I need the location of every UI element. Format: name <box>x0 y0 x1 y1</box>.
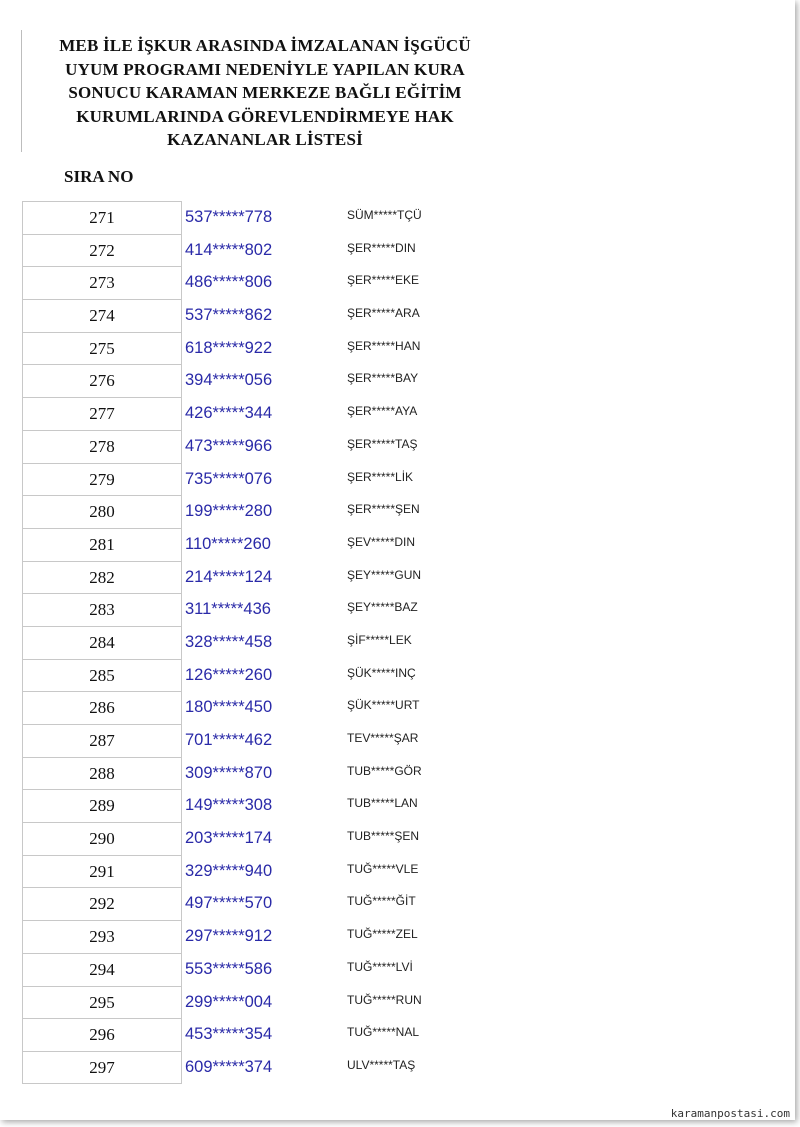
name-cell: TUĞ*****NAL <box>347 1025 420 1040</box>
name-cell: ŞER*****EKE <box>347 273 420 288</box>
table-row <box>22 364 442 397</box>
sira-no-cell: 281 <box>22 528 182 561</box>
sira-no-cell: 276 <box>22 364 182 397</box>
tc-number-cell: 126*****260 <box>185 665 273 684</box>
document-title <box>30 34 500 152</box>
table-row <box>22 1051 442 1084</box>
tc-number-cell: 497*****570 <box>185 894 273 913</box>
tc-number-cell: 473*****966 <box>185 436 273 455</box>
table-row <box>22 724 442 757</box>
tc-number-cell: 199*****280 <box>185 502 273 521</box>
winners-table <box>22 201 442 1084</box>
sira-no-cell: 278 <box>22 430 182 463</box>
table-row <box>22 757 442 790</box>
sira-no-cell: 285 <box>22 659 182 692</box>
name-cell: TUB*****ŞEN <box>347 829 420 844</box>
sira-no-cell: 290 <box>22 822 182 855</box>
table-row <box>22 528 442 561</box>
table-row <box>22 659 442 692</box>
table-row <box>22 234 442 267</box>
tc-number-cell: 309*****870 <box>185 763 273 782</box>
name-cell: TUB*****LAN <box>347 796 418 811</box>
title-line: KURUMLARINDA GÖREVLENDİRMEYE HAK <box>76 106 454 126</box>
table-row <box>22 332 442 365</box>
tc-number-cell: 203*****174 <box>185 829 273 848</box>
table-row <box>22 397 442 430</box>
name-cell: ŞER*****BAY <box>347 371 419 386</box>
name-cell: ŞER*****ŞEN <box>347 502 420 517</box>
sira-no-cell: 277 <box>22 397 182 430</box>
name-cell: ŞER*****HAN <box>347 338 421 353</box>
table-row <box>22 626 442 659</box>
table-row <box>22 953 442 986</box>
sira-no-cell: 287 <box>22 724 182 757</box>
table-row <box>22 920 442 953</box>
tc-number-cell: 486*****806 <box>185 273 273 292</box>
tc-number-cell: 214*****124 <box>185 567 273 586</box>
tc-number-cell: 299*****004 <box>185 992 273 1011</box>
name-cell: ŞER*****ARA <box>347 306 420 321</box>
name-cell: ULV*****TAŞ <box>347 1057 416 1072</box>
sira-no-cell: 294 <box>22 953 182 986</box>
table-row <box>22 495 442 528</box>
sira-no-cell: 284 <box>22 626 182 659</box>
table-row <box>22 986 442 1019</box>
sira-no-cell: 289 <box>22 789 182 822</box>
tc-number-cell: 735*****076 <box>185 469 273 488</box>
sira-no-cell: 297 <box>22 1051 182 1084</box>
table-row <box>22 855 442 888</box>
title-line: SONUCU KARAMAN MERKEZE BAĞLI EĞİTİM <box>68 83 462 102</box>
table-row <box>22 266 442 299</box>
sira-no-cell: 283 <box>22 593 182 626</box>
table-row <box>22 887 442 920</box>
name-cell: ŞEV*****DIN <box>347 534 416 549</box>
name-cell: TEV*****ŞAR <box>347 731 419 745</box>
name-cell: ŞER*****DIN <box>347 240 416 255</box>
name-cell: TUĞ*****ZEL <box>347 927 418 942</box>
tc-number-cell: 110*****260 <box>185 534 271 553</box>
sira-no-cell: 274 <box>22 299 182 332</box>
tc-number-cell: 414*****802 <box>185 240 273 259</box>
sira-no-cell: 295 <box>22 986 182 1019</box>
title-line: KAZANANLAR LİSTESİ <box>167 130 363 149</box>
name-cell: TUĞ*****LVİ <box>347 959 413 974</box>
name-cell: ŞER*****AYA <box>347 404 418 419</box>
title-line: UYUM PROGRAMI NEDENİYLE YAPILAN KURA <box>65 59 465 79</box>
left-margin-rule <box>21 30 22 152</box>
tc-number-cell: 553*****586 <box>185 959 273 978</box>
sira-no-cell: 292 <box>22 887 182 920</box>
sira-no-cell: 273 <box>22 266 182 299</box>
tc-number-cell: 329*****940 <box>185 861 273 880</box>
tc-number-cell: 537*****778 <box>185 208 273 226</box>
sira-no-cell: 271 <box>22 201 182 234</box>
table-row <box>22 201 442 234</box>
table-row <box>22 430 442 463</box>
tc-number-cell: 537*****862 <box>185 306 273 325</box>
name-cell: TUĞ*****RUN <box>347 992 422 1007</box>
name-cell: ŞER*****TAŞ <box>347 436 418 451</box>
name-cell: TUĞ*****ĞİT <box>347 894 416 909</box>
sira-no-cell: 286 <box>22 691 182 724</box>
name-cell: ŞÜK*****URT <box>347 698 420 713</box>
sira-no-cell: 291 <box>22 855 182 888</box>
name-cell: ŞEY*****GUN <box>347 567 422 582</box>
name-cell: TUB*****GÖR <box>347 763 422 778</box>
tc-number-cell: 328*****458 <box>185 632 273 651</box>
table-row <box>22 299 442 332</box>
sira-no-cell: 282 <box>22 561 182 594</box>
name-cell: SÜM*****TÇÜ <box>347 208 422 222</box>
table-row <box>22 463 442 496</box>
tc-number-cell: 609*****374 <box>185 1057 273 1076</box>
tc-number-cell: 311*****436 <box>185 600 271 619</box>
name-cell: ŞÜK*****INÇ <box>347 665 416 680</box>
sira-no-cell: 280 <box>22 495 182 528</box>
tc-number-cell: 426*****344 <box>185 404 273 423</box>
sira-no-cell: 296 <box>22 1018 182 1051</box>
name-cell: ŞEY*****BAZ <box>347 600 418 615</box>
table-row <box>22 691 442 724</box>
sira-no-cell: 279 <box>22 463 182 496</box>
tc-number-cell: 394*****056 <box>185 371 273 390</box>
table-row <box>22 593 442 626</box>
sira-no-cell: 293 <box>22 920 182 953</box>
table-row <box>22 822 442 855</box>
table-row <box>22 1018 442 1051</box>
sira-no-header: SIRA NO <box>64 167 134 186</box>
sira-no-cell: 275 <box>22 332 182 365</box>
tc-number-cell: 297*****912 <box>185 927 273 946</box>
name-cell: ŞER*****LİK <box>347 469 414 484</box>
tc-number-cell: 701*****462 <box>185 731 273 749</box>
name-cell: TUĞ*****VLE <box>347 861 419 876</box>
sira-no-cell: 288 <box>22 757 182 790</box>
tc-number-cell: 149*****308 <box>185 796 273 815</box>
table-row <box>22 789 442 822</box>
tc-number-cell: 180*****450 <box>185 698 273 717</box>
name-cell: ŞİF*****LEK <box>347 632 412 647</box>
watermark: karamanpostasi.com <box>670 1107 790 1120</box>
tc-number-cell: 618*****922 <box>185 338 273 357</box>
tc-number-cell: 453*****354 <box>185 1025 273 1044</box>
title-line: MEB İLE İŞKUR ARASINDA İMZALANAN İŞGÜCÜ <box>59 36 471 55</box>
table-row <box>22 561 442 594</box>
sira-no-cell: 272 <box>22 234 182 267</box>
